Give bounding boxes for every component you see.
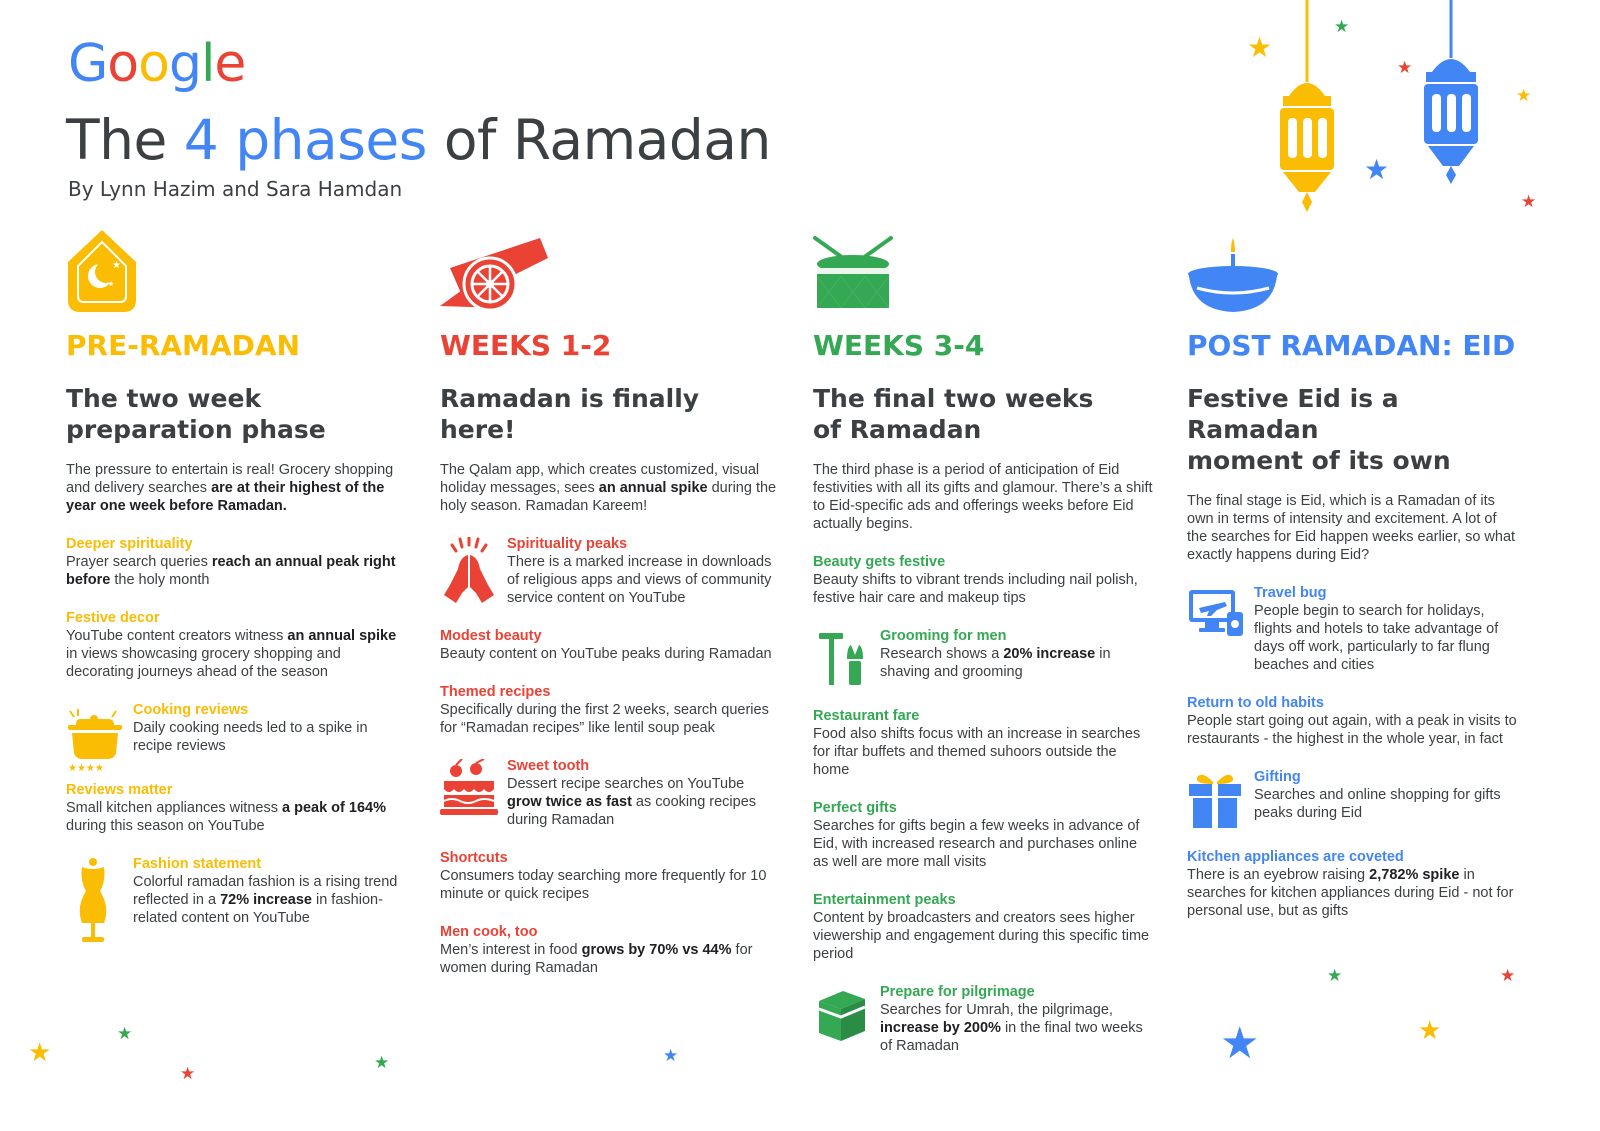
- insight-item: [440, 535, 780, 607]
- text-emphasis: an annual spike: [287, 628, 397, 644]
- title-accent: 4 phases: [183, 108, 427, 172]
- phase-heading: Ramadan is finally here!: [440, 384, 700, 444]
- insight-title: Fashion statement: [133, 856, 262, 872]
- intro-emphasis: are at their highest of the year one week before Ramadan.: [66, 480, 385, 514]
- text-run: Food also shifts focus with an increase in searches for iftar buffets and themed suhoors outside the home: [813, 726, 1141, 778]
- insight-item: [66, 781, 406, 835]
- text-run: for women during Ramadan: [440, 942, 753, 976]
- text-emphasis: reach an annual peak right before: [66, 554, 396, 588]
- insight-item: [813, 707, 1153, 779]
- intro-text: The Qalam app, which creates customized, visual holiday messages, sees: [440, 462, 760, 496]
- star-icon: ★: [1516, 86, 1532, 106]
- insight-item: [1187, 768, 1517, 828]
- star-icon: ★: [1220, 1018, 1260, 1069]
- text-run: in shaving and grooming: [880, 646, 1111, 680]
- text-emphasis: a peak of 164%: [282, 800, 386, 816]
- text-emphasis: grows by 70% vs 44%: [581, 942, 732, 958]
- phase-heading: The final two weeks of Ramadan: [813, 384, 1094, 444]
- text-run: Specifically during the first 2 weeks, search queries for “Ramadan recipes” like lentil soup peak: [440, 702, 769, 736]
- insight-item: [813, 627, 1153, 687]
- insight-title: Sweet tooth: [507, 758, 590, 774]
- text-run: Dessert recipe searches on YouTube: [507, 776, 745, 792]
- text-run: Colorful ramadan fashion is a rising trend reflected in a: [133, 874, 398, 908]
- svg-text:★: ★: [108, 280, 115, 288]
- insight-title: Deeper spirituality: [66, 536, 193, 552]
- insight-title: Themed recipes: [440, 684, 551, 700]
- insight-text: [880, 645, 1153, 681]
- star-icon: ★: [1397, 58, 1413, 78]
- cannon-icon: [440, 228, 570, 323]
- insight-title: Entertainment peaks: [813, 892, 956, 908]
- phase-heading: Festive Eid is a Ramadan moment of its own: [1187, 384, 1451, 475]
- insight-text: [440, 867, 780, 903]
- text-emphasis: 20% increase: [1003, 646, 1096, 662]
- insight-text: [66, 799, 406, 835]
- logo-letter: o: [138, 34, 169, 94]
- insight-text: [133, 719, 406, 755]
- insight-text: [813, 725, 1153, 779]
- phase-column-post-ramadan-eid: [1187, 228, 1517, 920]
- insight-title: Cooking reviews: [133, 702, 249, 718]
- kaaba-icon: [813, 985, 871, 1055]
- phase-label: PRE-RAMADAN: [66, 329, 300, 362]
- text-run: in searches for kitchen appliances during Eid - not for personal use, but as gifts: [1187, 867, 1514, 919]
- insight-text: [440, 941, 780, 977]
- star-icon: ★: [117, 1024, 133, 1044]
- text-run: in fashion-related content on YouTube: [133, 892, 383, 926]
- star-icon: ★: [663, 1046, 679, 1066]
- text-run: Consumers today searching more frequently for 10 minute or quick recipes: [440, 868, 767, 902]
- phase-intro: [66, 461, 406, 515]
- phase-column-weeks-3-4: [813, 228, 1153, 1055]
- insight-title: Gifting: [1254, 769, 1301, 785]
- star-icon: ★: [374, 1053, 390, 1073]
- page-title: [66, 108, 771, 172]
- phase-intro: [440, 461, 780, 515]
- text-run: There is a marked increase in downloads of religious apps and views of community service content on YouTube: [507, 554, 772, 606]
- insight-title: Spirituality peaks: [507, 536, 628, 552]
- phase-column-pre-ramadan: [66, 228, 406, 927]
- insight-title: Prepare for pilgrimage: [880, 984, 1035, 1000]
- text-run: Men’s interest in food: [440, 942, 582, 958]
- text-run: in views showcasing grocery shopping and decorating journeys ahead of the season: [66, 646, 341, 680]
- travel-booking-icon: [1187, 586, 1245, 656]
- star-icon: ★: [1521, 192, 1537, 212]
- drum-icon: [813, 228, 943, 323]
- text-run: Beauty shifts to vibrant trends including nail polish, festive hair care and makeup tips: [813, 572, 1138, 606]
- star-icon: ★: [1327, 966, 1343, 986]
- insight-text: [813, 909, 1153, 963]
- insight-item: [440, 923, 780, 977]
- insight-text: [440, 701, 780, 737]
- insight-title: Men cook, too: [440, 924, 538, 940]
- text-emphasis: increase by 200%: [880, 1020, 1001, 1036]
- insight-text: [813, 817, 1153, 871]
- insight-item: [1187, 848, 1517, 920]
- text-run: YouTube content creators witness: [66, 628, 288, 644]
- star-icon: ★: [1247, 31, 1273, 64]
- text-run: the holy month: [110, 572, 210, 588]
- insight-item: [813, 553, 1153, 607]
- intro-text: The pressure to entertain is real! Grocery shopping and delivery searches: [66, 462, 394, 496]
- text-run: Searches for Umrah, the pilgrimage,: [880, 1002, 1113, 1018]
- text-run: People start going out again, with a peak in visits to restaurants - the highest in the whole year, in fact: [1187, 713, 1517, 747]
- star-icon: ★: [1334, 17, 1350, 37]
- razor-brush-icon: [813, 629, 871, 699]
- insight-text: [813, 571, 1153, 607]
- lantern-blue-icon: [1420, 0, 1482, 188]
- title-post: of Ramadan: [426, 108, 771, 172]
- text-run: Prayer search queries: [66, 554, 212, 570]
- svg-text:★★★★: ★★★★: [68, 763, 104, 773]
- star-icon: ★: [180, 1064, 196, 1084]
- house-crescent-icon: [66, 228, 196, 323]
- insight-text: [66, 553, 406, 589]
- insight-title: Restaurant fare: [813, 708, 920, 724]
- title-pre: The: [66, 108, 184, 172]
- intro-text: The third phase is a period of anticipation of Eid festivities with all its gifts and glamour. There’s a shift to Eid-specific ads and offerings weeks before Eid actually begins.: [813, 462, 1153, 532]
- oil-lamp-icon: [1187, 228, 1317, 323]
- google-logo: [68, 34, 245, 94]
- text-emphasis: grow twice as fast: [507, 794, 632, 810]
- intro-text: during the holy season. Ramadan Kareem!: [440, 480, 777, 514]
- insight-text: [1254, 786, 1517, 822]
- text-run: Searches and online shopping for gifts peaks during Eid: [1254, 787, 1501, 821]
- phase-heading: The two week preparation phase: [66, 384, 326, 444]
- insight-text: [133, 873, 406, 927]
- insight-item: [440, 683, 780, 737]
- phase-label: WEEKS 1-2: [440, 329, 612, 362]
- insight-text: [507, 775, 780, 829]
- star-icon: ★: [1500, 966, 1516, 986]
- insight-title: Beauty gets festive: [813, 554, 946, 570]
- insight-text: [1187, 712, 1517, 748]
- phase-label: POST RAMADAN: EID: [1187, 329, 1516, 362]
- insight-title: Grooming for men: [880, 628, 1007, 644]
- dress-form-icon: [66, 857, 124, 947]
- insight-item: [66, 855, 406, 927]
- logo-letter: G: [68, 34, 108, 94]
- insight-title: Reviews matter: [66, 782, 173, 798]
- intro-text: The final stage is Eid, which is a Ramadan of its own in terms of intensity and excitement. A lot of the searches for Eid happen weeks earlier, so what exactly happens during Eid?: [1187, 493, 1516, 563]
- insight-item: [813, 983, 1153, 1055]
- text-run: Research shows a: [880, 646, 1004, 662]
- text-emphasis: 72% increase: [220, 892, 312, 908]
- byline: By Lynn Hazim and Sara Hamdan: [68, 177, 403, 201]
- text-run: during this season on YouTube: [66, 818, 265, 834]
- text-run: Daily cooking needs led to a spike in recipe reviews: [133, 720, 368, 754]
- insight-text: [1187, 866, 1517, 920]
- logo-letter: o: [107, 34, 139, 94]
- insight-item: [1187, 694, 1517, 748]
- insight-item: [66, 609, 406, 681]
- svg-text:★: ★: [112, 260, 121, 271]
- logo-letter: l: [200, 34, 215, 94]
- insight-item: [66, 701, 406, 773]
- insight-item: [440, 757, 780, 829]
- insight-text: [507, 553, 780, 607]
- text-run: Small kitchen appliances witness: [66, 800, 282, 816]
- insight-title: Return to old habits: [1187, 695, 1324, 711]
- star-icon: ★: [1418, 1016, 1442, 1046]
- logo-letter: e: [214, 34, 246, 94]
- praying-hands-icon: [440, 537, 498, 607]
- insight-title: Perfect gifts: [813, 800, 897, 816]
- insight-title: Shortcuts: [440, 850, 508, 866]
- phase-column-weeks-1-2: [440, 228, 780, 977]
- cooking-pot-icon: [66, 703, 124, 773]
- gift-icon: [1187, 770, 1245, 840]
- text-run: Searches for gifts begin a few weeks in advance of Eid, with increased research and purchases online as well are more mall visits: [813, 818, 1140, 870]
- text-run: Content by broadcasters and creators sees higher viewership and engagement during this specific time period: [813, 910, 1150, 962]
- insight-item: [813, 799, 1153, 871]
- insight-item: [1187, 584, 1517, 674]
- insight-item: [813, 891, 1153, 963]
- cake-icon: [440, 759, 498, 829]
- star-icon: ★: [1364, 153, 1390, 186]
- text-run: Beauty content on YouTube peaks during Ramadan: [440, 646, 772, 662]
- insight-text: [66, 627, 406, 681]
- phase-intro: [813, 461, 1153, 533]
- insight-item: [440, 627, 780, 663]
- insight-title: Travel bug: [1254, 585, 1327, 601]
- logo-letter: g: [168, 34, 201, 94]
- insight-title: Modest beauty: [440, 628, 542, 644]
- phase-label: WEEKS 3-4: [813, 329, 985, 362]
- text-run: People begin to search for holidays, flights and hotels to take advantage of days off work, particularly to far flung beaches and cities: [1254, 603, 1499, 673]
- lantern-yellow-icon: [1275, 0, 1340, 215]
- text-run: as cooking recipes during Ramadan: [507, 794, 757, 828]
- insight-title: Kitchen appliances are coveted: [1187, 849, 1404, 865]
- text-run: in the final two weeks of Ramadan: [880, 1020, 1143, 1054]
- insight-item: [440, 849, 780, 903]
- insight-item: [66, 535, 406, 589]
- insight-text: [440, 645, 780, 663]
- insight-title: Festive decor: [66, 610, 160, 626]
- insight-text: [880, 1001, 1153, 1055]
- insight-text: [1254, 602, 1517, 674]
- text-emphasis: 2,782% spike: [1369, 867, 1460, 883]
- text-run: There is an eyebrow raising: [1187, 867, 1370, 883]
- phase-intro: [1187, 492, 1517, 564]
- star-icon: ★: [28, 1038, 52, 1068]
- intro-emphasis: an annual spike: [598, 480, 708, 496]
